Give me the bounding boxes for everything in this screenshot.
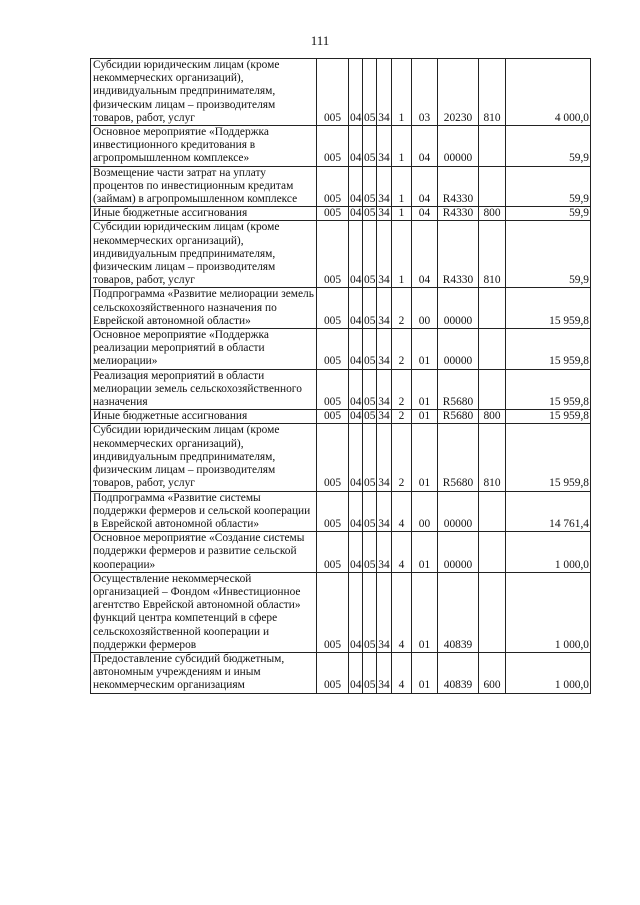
amount: 1 000,0 bbox=[506, 652, 591, 693]
subprogram-code: 4 bbox=[392, 491, 412, 532]
direction-code: 00000 bbox=[438, 288, 479, 329]
row-description: Основное мероприятие «Поддержка реализации мероприятий в области мелиорации» bbox=[91, 329, 317, 370]
section-code: 04 bbox=[349, 652, 363, 693]
direction-code: R4330 bbox=[438, 221, 479, 288]
amount: 59,9 bbox=[506, 207, 591, 221]
budget-table bbox=[90, 58, 591, 694]
subprogram-code: 2 bbox=[392, 329, 412, 370]
subsection-code: 05 bbox=[363, 288, 377, 329]
admin-code: 005 bbox=[317, 207, 349, 221]
amount: 59,9 bbox=[506, 126, 591, 167]
direction-code: 00000 bbox=[438, 329, 479, 370]
direction-code: 40839 bbox=[438, 652, 479, 693]
subprogram-code: 4 bbox=[392, 572, 412, 652]
admin-code: 005 bbox=[317, 59, 349, 126]
expense-type-code bbox=[479, 166, 506, 207]
table-row bbox=[91, 652, 591, 693]
admin-code: 005 bbox=[317, 491, 349, 532]
row-description: Осуществление некоммерческой организацией – Фондом «Инвестиционное агентство Еврейской автономной области» функций центра компетенций в сфере сельскохозяйственной кооперации и поддержки фермеров bbox=[91, 572, 317, 652]
direction-code: 00000 bbox=[438, 126, 479, 167]
table-row bbox=[91, 288, 591, 329]
table-row bbox=[91, 491, 591, 532]
event-code: 01 bbox=[412, 410, 438, 424]
amount: 15 959,8 bbox=[506, 369, 591, 410]
amount: 15 959,8 bbox=[506, 288, 591, 329]
table-row bbox=[91, 59, 591, 126]
subsection-code: 05 bbox=[363, 221, 377, 288]
subprogram-code: 4 bbox=[392, 652, 412, 693]
table-row bbox=[91, 424, 591, 491]
subprogram-code: 1 bbox=[392, 207, 412, 221]
subprogram-code: 4 bbox=[392, 532, 412, 573]
admin-code: 005 bbox=[317, 369, 349, 410]
expense-type-code: 810 bbox=[479, 424, 506, 491]
amount: 1 000,0 bbox=[506, 532, 591, 573]
subsection-code: 05 bbox=[363, 491, 377, 532]
admin-code: 005 bbox=[317, 288, 349, 329]
row-description: Подпрограмма «Развитие мелиорации земель сельскохозяйственного назначения по Еврейской автономной области» bbox=[91, 288, 317, 329]
section-code: 04 bbox=[349, 166, 363, 207]
expense-type-code: 810 bbox=[479, 221, 506, 288]
amount: 15 959,8 bbox=[506, 410, 591, 424]
subsection-code: 05 bbox=[363, 424, 377, 491]
admin-code: 005 bbox=[317, 410, 349, 424]
event-code: 00 bbox=[412, 288, 438, 329]
subprogram-code: 1 bbox=[392, 126, 412, 167]
expense-type-code bbox=[479, 288, 506, 329]
subsection-code: 05 bbox=[363, 652, 377, 693]
expense-type-code: 800 bbox=[479, 207, 506, 221]
event-code: 04 bbox=[412, 221, 438, 288]
program-code: 34 bbox=[377, 532, 392, 573]
admin-code: 005 bbox=[317, 166, 349, 207]
section-code: 04 bbox=[350, 207, 362, 220]
amount: 14 761,4 bbox=[506, 491, 591, 532]
subsection-code: 05 bbox=[363, 59, 377, 126]
event-code: 01 bbox=[412, 369, 438, 410]
event-code: 01 bbox=[412, 572, 438, 652]
amount: 59,9 bbox=[506, 221, 591, 288]
expense-type-code: 800 bbox=[479, 410, 506, 424]
subsection-code: 05 bbox=[363, 126, 377, 167]
subprogram-code: 1 bbox=[392, 166, 412, 207]
event-code: 04 bbox=[412, 166, 438, 207]
event-code: 01 bbox=[412, 424, 438, 491]
event-code: 01 bbox=[412, 329, 438, 370]
program-code: 34 bbox=[377, 166, 392, 207]
program-code: 34 bbox=[377, 491, 392, 532]
row-description: Реализация мероприятий в области мелиорации земель сельскохозяйственного назначения bbox=[91, 369, 317, 410]
expense-type-code bbox=[479, 126, 506, 167]
table-row bbox=[91, 166, 591, 207]
row-description: Субсидии юридическим лицам (кроме некоммерческих организаций), индивидуальным предпринимателям, физическим лицам – производителям товаров, работ, услуг bbox=[91, 59, 317, 126]
admin-code: 005 bbox=[317, 221, 349, 288]
expense-type-code bbox=[479, 369, 506, 410]
section-code: 04 bbox=[349, 288, 363, 329]
program-code: 34 bbox=[377, 652, 392, 693]
row-description: Субсидии юридическим лицам (кроме некоммерческих организаций), индивидуальным предпринимателям, физическим лицам – производителям товаров, работ, услуг bbox=[91, 221, 317, 288]
program-code: 34 bbox=[377, 288, 392, 329]
admin-code: 005 bbox=[317, 424, 349, 491]
row-description: Подпрограмма «Развитие системы поддержки фермеров и сельской кооперации в Еврейской автономной области» bbox=[91, 491, 317, 532]
amount: 1 000,0 bbox=[506, 572, 591, 652]
subsection-code: 05 bbox=[363, 369, 377, 410]
direction-code: R5680 bbox=[438, 424, 479, 491]
program-code: 34 bbox=[377, 369, 392, 410]
admin-code: 005 bbox=[317, 532, 349, 573]
admin-code: 005 bbox=[317, 126, 349, 167]
table-row bbox=[91, 572, 591, 652]
table-row bbox=[91, 369, 591, 410]
row-description: Основное мероприятие «Поддержка инвестиционного кредитования в агропромышленном комплексе» bbox=[91, 126, 317, 167]
admin-code: 005 bbox=[317, 329, 349, 370]
expense-type-code bbox=[479, 532, 506, 573]
section-code: 04 bbox=[349, 424, 363, 491]
page-number: 111 bbox=[310, 33, 330, 48]
direction-code: R5680 bbox=[438, 369, 479, 410]
subsection-code: 05 bbox=[364, 207, 376, 220]
section-code: 04 bbox=[349, 221, 363, 288]
table-row bbox=[91, 532, 591, 573]
section-code: 04 bbox=[349, 126, 363, 167]
section-code: 04 bbox=[349, 532, 363, 573]
row-description: Иные бюджетные ассигнования bbox=[91, 410, 317, 424]
expense-type-code bbox=[479, 329, 506, 370]
table-row bbox=[91, 126, 591, 167]
direction-code: 20230 bbox=[438, 59, 479, 126]
section-code: 04 bbox=[350, 410, 362, 423]
direction-code: 00000 bbox=[438, 491, 479, 532]
event-code: 01 bbox=[412, 532, 438, 573]
program-code: 34 bbox=[377, 126, 392, 167]
event-code: 01 bbox=[412, 652, 438, 693]
subprogram-code: 1 bbox=[392, 59, 412, 126]
section-code: 04 bbox=[349, 572, 363, 652]
table-row bbox=[91, 221, 591, 288]
direction-code: R4330 bbox=[438, 207, 479, 221]
table-row bbox=[91, 329, 591, 370]
amount: 4 000,0 bbox=[506, 59, 591, 126]
subprogram-code: 2 bbox=[392, 288, 412, 329]
subsection-code: 05 bbox=[364, 410, 376, 423]
program-code: 34 bbox=[378, 207, 390, 220]
program-code: 34 bbox=[377, 59, 392, 126]
subprogram-code: 2 bbox=[392, 424, 412, 491]
program-code: 34 bbox=[377, 572, 392, 652]
program-code: 34 bbox=[377, 329, 392, 370]
direction-code: R4330 bbox=[438, 166, 479, 207]
amount: 59,9 bbox=[506, 166, 591, 207]
subprogram-code: 2 bbox=[392, 369, 412, 410]
program-code: 34 bbox=[378, 410, 390, 423]
table-row bbox=[91, 207, 591, 221]
table-row bbox=[91, 410, 591, 424]
row-description: Субсидии юридическим лицам (кроме некоммерческих организаций), индивидуальным предпринимателям, физическим лицам – производителям товаров, работ, услуг bbox=[91, 424, 317, 491]
direction-code: 00000 bbox=[438, 532, 479, 573]
admin-code: 005 bbox=[317, 652, 349, 693]
subsection-code: 05 bbox=[363, 572, 377, 652]
section-code: 04 bbox=[349, 369, 363, 410]
event-code: 00 bbox=[412, 491, 438, 532]
amount: 15 959,8 bbox=[506, 329, 591, 370]
section-code: 04 bbox=[349, 59, 363, 126]
expense-type-code bbox=[479, 572, 506, 652]
subsection-code: 05 bbox=[363, 329, 377, 370]
admin-code: 005 bbox=[317, 572, 349, 652]
direction-code: 40839 bbox=[438, 572, 479, 652]
program-code: 34 bbox=[377, 221, 392, 288]
amount: 15 959,8 bbox=[506, 424, 591, 491]
program-code: 34 bbox=[377, 424, 392, 491]
expense-type-code: 600 bbox=[479, 652, 506, 693]
section-code: 04 bbox=[349, 329, 363, 370]
event-code: 03 bbox=[412, 59, 438, 126]
section-code: 04 bbox=[349, 491, 363, 532]
expense-type-code bbox=[479, 491, 506, 532]
row-description: Предоставление субсидий бюджетным, автономным учреждениям и иным некоммерческим организациям bbox=[91, 652, 317, 693]
subsection-code: 05 bbox=[363, 532, 377, 573]
row-description: Иные бюджетные ассигнования bbox=[91, 207, 317, 221]
row-description: Основное мероприятие «Создание системы поддержки фермеров и развитие сельской кооперации» bbox=[91, 532, 317, 573]
subprogram-code: 1 bbox=[392, 221, 412, 288]
row-description: Возмещение части затрат на уплату процентов по инвестиционным кредитам (займам) в агропромышленном комплексе bbox=[91, 166, 317, 207]
subsection-code: 05 bbox=[363, 166, 377, 207]
subprogram-code: 2 bbox=[392, 410, 412, 424]
expense-type-code: 810 bbox=[479, 59, 506, 126]
event-code: 04 bbox=[412, 126, 438, 167]
event-code: 04 bbox=[412, 207, 438, 221]
direction-code: R5680 bbox=[438, 410, 479, 424]
